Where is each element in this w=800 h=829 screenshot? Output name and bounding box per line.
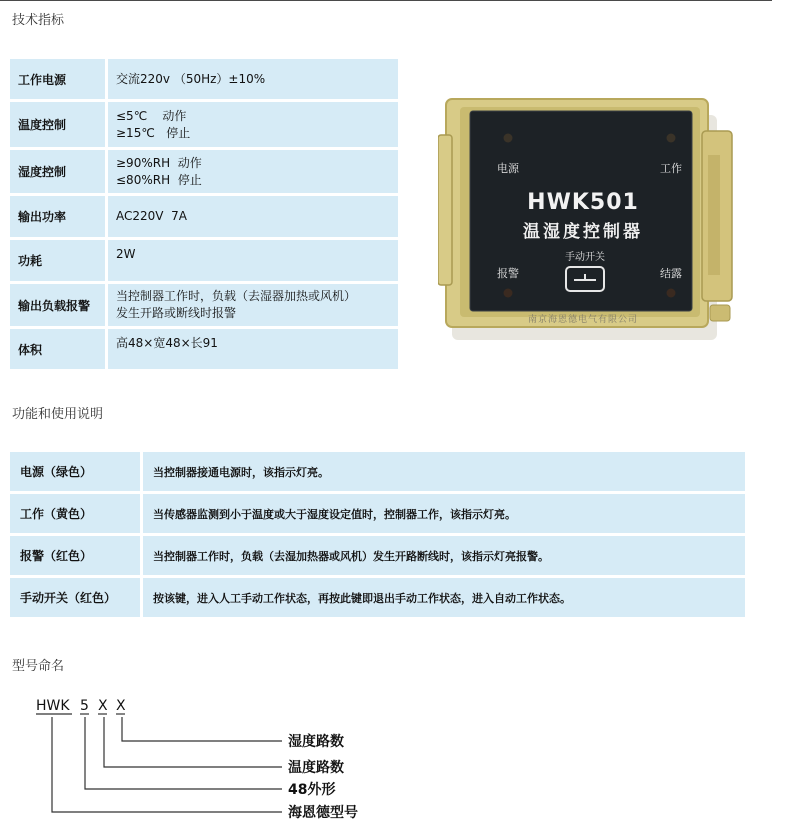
device-led-dew-label: 结露	[660, 267, 682, 280]
spec-value	[108, 150, 398, 193]
spec-value	[108, 196, 398, 237]
model-label-temperature: 温度路数	[288, 760, 344, 776]
function-row	[10, 494, 745, 533]
device-company-text: 南京海恩德电气有限公司	[527, 315, 639, 325]
model-label-brand: 海恩德型号	[288, 805, 358, 821]
top-divider	[0, 0, 772, 1]
device-button-label: 手动开关	[565, 252, 605, 263]
device-illustration	[438, 95, 738, 345]
spec-value-line: ≥90%RH 动作	[116, 155, 202, 170]
model-code-hwk: HWK	[36, 698, 70, 714]
spec-row	[10, 59, 398, 99]
led-work-icon	[667, 134, 676, 143]
spec-row	[10, 150, 398, 193]
device-photo	[438, 95, 738, 345]
model-code-digit: 5	[80, 698, 89, 714]
function-table	[10, 452, 745, 620]
device-led-power-label: 电源	[497, 162, 519, 175]
led-dew-icon	[667, 289, 676, 298]
function-desc: 按该键，进入人工手动工作状态，再按此键即退出手动工作状态，进入自动工作状态。	[143, 578, 745, 617]
led-power-icon	[504, 134, 513, 143]
spec-value-line: 2W	[116, 247, 136, 261]
spec-value-line: 交流220v （50Hz）±10%	[116, 71, 266, 86]
model-code-x1: X	[98, 698, 108, 714]
function-desc: 当传感器监测到小于温度或大于湿度设定值时，控制器工作，该指示灯亮。	[143, 494, 745, 533]
spec-row	[10, 240, 398, 281]
spec-label: 温度控制	[10, 102, 105, 147]
spec-row	[10, 196, 398, 237]
section-title-func: 功能和使用说明	[12, 407, 104, 422]
spec-value	[108, 59, 398, 99]
model-naming-svg	[30, 690, 450, 825]
section-title-tech: 技术指标	[12, 13, 65, 28]
function-label: 手动开关（红色）	[10, 578, 140, 617]
device-name-text: 温湿度控制器	[523, 222, 643, 242]
spec-row	[10, 102, 398, 147]
spec-value-line: ≥15℃ 停止	[116, 125, 191, 140]
device-model-text: HWK501	[527, 190, 639, 215]
function-label: 电源（绿色）	[10, 452, 140, 491]
function-row	[10, 536, 745, 575]
model-label-shape: 48外形	[288, 782, 336, 798]
spec-value	[108, 284, 398, 326]
spec-value-line: AC220V 7A	[116, 209, 187, 223]
spec-table	[10, 59, 398, 372]
function-desc: 当控制器工作时，负载（去湿加热器或风机）发生开路断线时，该指示灯亮报警。	[143, 536, 745, 575]
model-leader-lines	[36, 714, 282, 812]
spec-value	[108, 240, 398, 281]
spec-value	[108, 329, 398, 369]
device-led-work-label: 工作	[660, 162, 682, 175]
spec-label: 体积	[10, 329, 105, 369]
function-row	[10, 578, 745, 617]
spec-value-line: 高48×宽48×长91	[116, 336, 218, 350]
section-title-model: 型号命名	[12, 659, 65, 674]
spec-row	[10, 329, 398, 369]
model-code-x2: X	[116, 698, 126, 714]
function-label: 工作（黄色）	[10, 494, 140, 533]
spec-label: 湿度控制	[10, 150, 105, 193]
spec-label: 功耗	[10, 240, 105, 281]
spec-label: 工作电源	[10, 59, 105, 99]
spec-value-line: 当控制器工作时，负载（去湿器加热或风机）	[116, 289, 357, 303]
led-alarm-icon	[504, 289, 513, 298]
function-row	[10, 452, 745, 491]
spec-value	[108, 102, 398, 147]
spec-row	[10, 284, 398, 326]
spec-label: 输出负载报警	[10, 284, 105, 326]
function-desc: 当控制器接通电源时，该指示灯亮。	[143, 452, 745, 491]
spec-value-line: 发生开路或断线时报警	[116, 306, 237, 320]
spec-label: 输出功率	[10, 196, 105, 237]
device-led-alarm-label: 报警	[497, 267, 519, 280]
model-label-humidity: 湿度路数	[288, 734, 344, 750]
model-naming-diagram	[30, 690, 450, 825]
function-label: 报警（红色）	[10, 536, 140, 575]
spec-value-line: ≤80%RH 停止	[116, 172, 202, 187]
spec-value-line: ≤5℃ 动作	[116, 108, 187, 123]
